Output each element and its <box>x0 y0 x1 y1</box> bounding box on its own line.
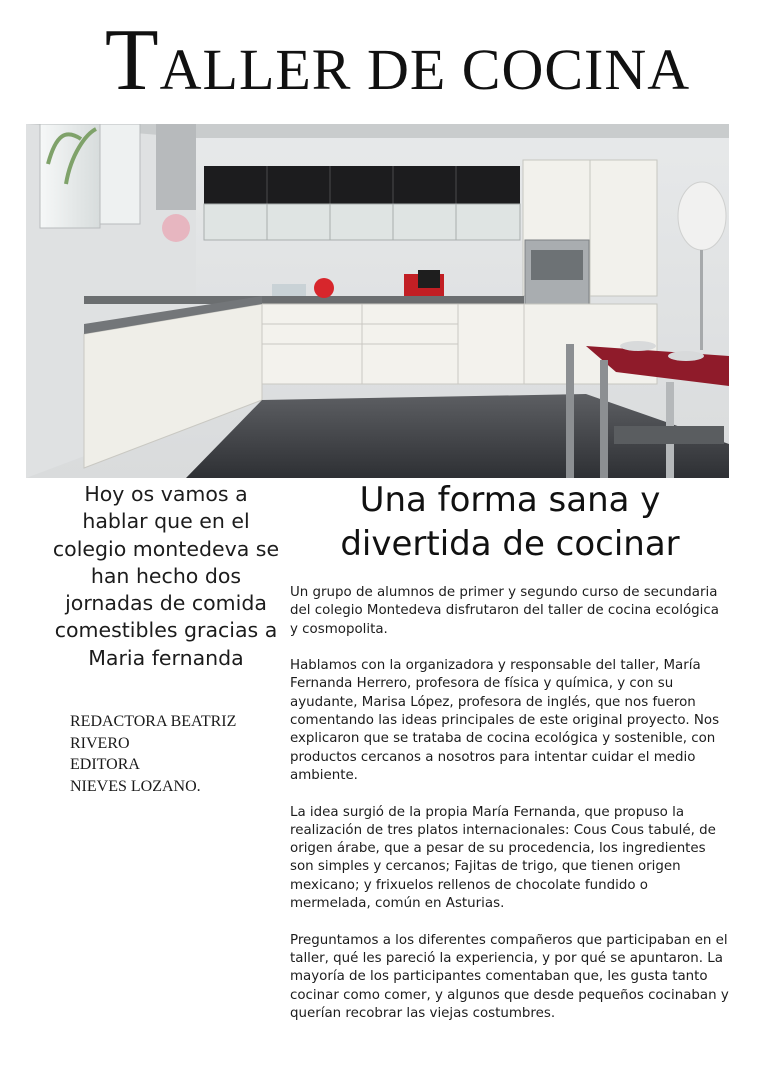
kitchen-photo <box>26 124 729 478</box>
credits <box>70 711 280 797</box>
article-paragraph: Un grupo de alumnos de primer y segundo curso de secundaria del colegio Montedeva disfrutaron del taller de cocina ecológica y cosmopolita. <box>290 585 719 637</box>
article-body <box>290 584 730 1041</box>
credit-line: EDITORA <box>70 756 140 773</box>
intro-text: Hoy os vamos a hablar que en el colegio montedeva se han hecho dos jornadas de comida comestibles gracias a Maria fernanda <box>52 482 280 670</box>
credit-line: NIEVES LOZANO. <box>70 777 201 795</box>
page-title: TALLER DE COCINA <box>104 12 691 109</box>
article-paragraph: Hablamos con la organizadora y responsable del taller, María Fernanda Herrero, profesora de física y química, y con su ayudante, Marisa López, profesora de inglés, que nos fueron comentando las ideas principales de este original proyecto. Nos explicaron que se trataba de cocina ecológica y sostenible, con productos cercanos a nosotros para intentar cuidar el medio ambiente. <box>290 658 720 783</box>
credit-line: RIVERO <box>70 734 130 752</box>
article-paragraph: La idea surgió de la propia María Fernanda, que propuso la realización de tres platos internacionales: Cous Cous tabulé, de origen árabe, que a pesar de su procedencia, los ingredientes son simples y cercanos; Fajitas de trigo, que tienen origen mexicano; y frixuelos rellenos de chocolate fundido o mermelada, común en Asturias. <box>290 804 716 912</box>
credit-line: REDACTORA BEATRIZ <box>70 713 237 730</box>
article-headline: Una forma sana y divertida de cocinar <box>340 480 680 564</box>
article-paragraph: Preguntamos a los diferentes compañeros que participaban en el taller, qué les pareció la experiencia, y por qué se apuntaron. La mayoría de los participantes comentaban que, les gusta tanto cocinar como comer, y algunos que desde pequeños cocinaban y querían recobrar las viejas costumbres. <box>290 932 729 1021</box>
